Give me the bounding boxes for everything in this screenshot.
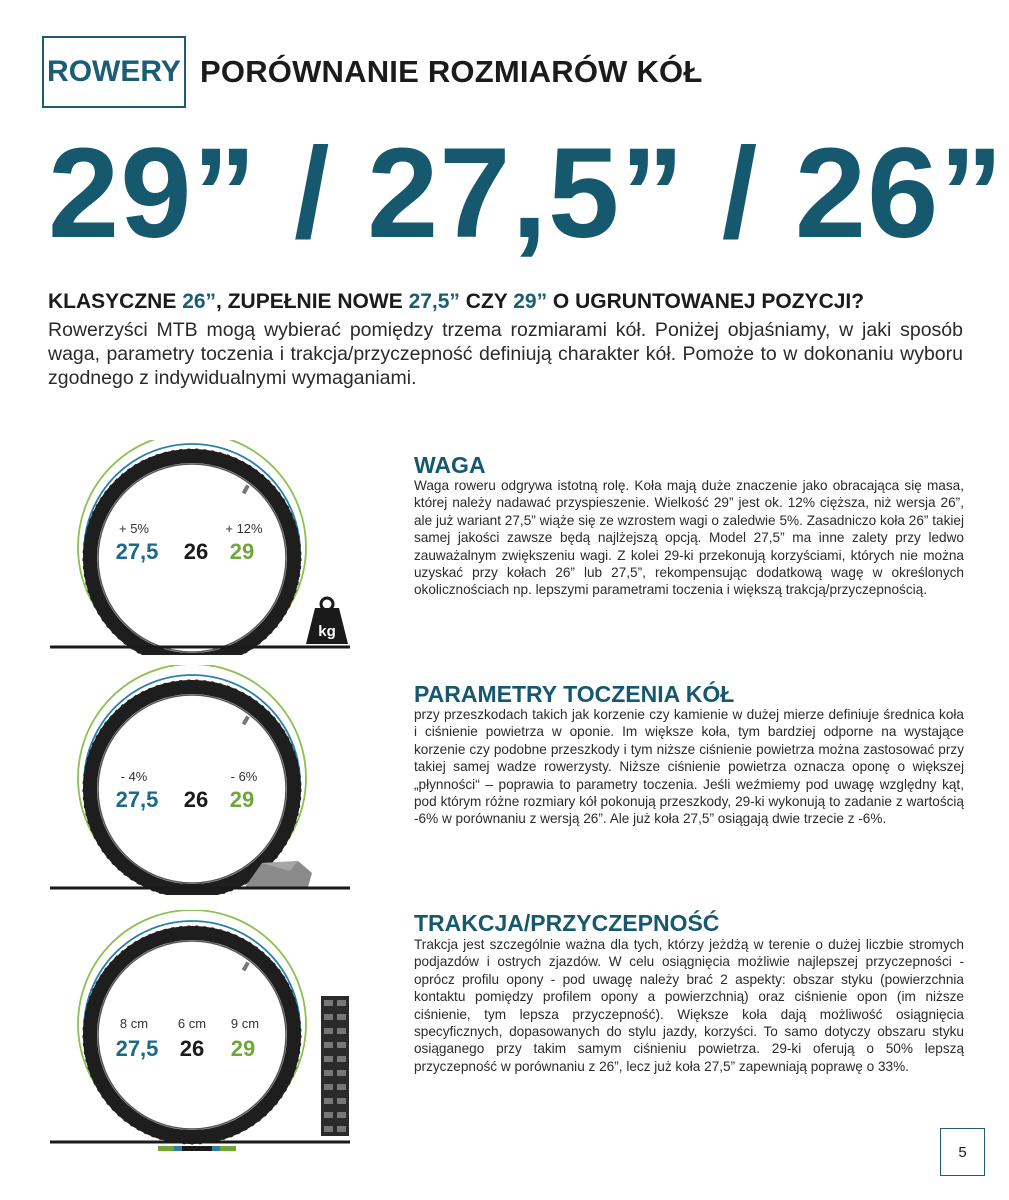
page-number-box [940, 1128, 985, 1176]
size-275: 27,5 [115, 1036, 159, 1061]
size-26: 26 [179, 1036, 205, 1061]
weight-wheel-illustration [40, 440, 380, 655]
wheel-rings [78, 665, 306, 895]
wheel-sizes-headline: 29” / 27,5” / 26” [48, 122, 1005, 265]
tire-tread-pattern-icon [321, 996, 349, 1136]
section-body-traction: Trakcja jest szczególnie ważna dla tych, którzy jeżdżą w terenie o dużej liczbie stromych podjazdów i ostrych zjazdów. W celu osiągnięcia możliwie najlepszej przyczepności - oprócz profilu opony - pod uwagę należy brać 2 aspekty: obszar styku (powierzchnia kontaktu pomiędzy profilem opony a powierzchnią) oraz ciśnienie opon (im niższe ciśnienie, tym lepsza przyczepność). Większe koła dają możliwość osiągnięcia specyficznych, dopasowanych do stylu jazdy, korzyści. To samo dotyczy obszaru styku osiąganego przy takim samym ciśnieniu powietrza. 29-ki oferują o 50% lepszą przyczepność w porównaniu z 26”, lecz już koła 27,5” zapewniają poprawę o 33%. [414, 937, 964, 1074]
weight-label-29: + 12% [225, 521, 263, 536]
valve [242, 716, 250, 726]
kg-label: kg [318, 623, 336, 640]
size-26: 26 [183, 539, 209, 564]
lead-heading [48, 290, 864, 314]
section-title-weight: WAGA [414, 452, 486, 478]
page-header-title: PORÓWNANIE ROZMIARÓW KÓŁ [200, 54, 703, 89]
lead-heading-29: 29” [513, 290, 548, 313]
size-275: 27,5 [115, 539, 159, 564]
intro-paragraph: Rowerzyści MTB mogą wybierać pomiędzy trzema rozmiarami kół. Poniżej objaśniamy, w jaki sposób waga, parametry toczenia i trakcja/przyczepność definiują charakter kół. Pomoże to w dokonaniu wyboru zgodnego z indywidualnymi wymaganiami. [48, 319, 963, 389]
lead-heading-part4: O UGRUNTOWANEJ POZYCJI? [547, 290, 865, 313]
traction-wheel-illustration [40, 910, 380, 1160]
tire [90, 933, 294, 1137]
size-275: 27,5 [115, 787, 159, 812]
size-29: 29 [230, 1036, 256, 1061]
contact-patch-indicator [158, 1146, 236, 1151]
brand-label: ROWERY [47, 55, 181, 88]
page-number: 5 [958, 1143, 967, 1161]
size-29: 29 [229, 539, 255, 564]
rim [98, 941, 286, 1129]
lead-heading-275: 27,5” [408, 290, 460, 313]
size-26: 26 [183, 787, 209, 812]
rolling-label-29: - 6% [230, 769, 258, 784]
lead-heading-26: 26” [182, 290, 217, 313]
traction-label-29: 9 cm [230, 1016, 260, 1031]
lead-heading-part1: KLASYCZNE [48, 290, 183, 313]
traction-label-275: 8 cm [119, 1016, 149, 1031]
rolling-label-275: - 4% [120, 769, 148, 784]
traction-label-26: 6 cm [177, 1016, 207, 1031]
lead-heading-part2: , ZUPEŁNIE NOWE [216, 290, 409, 313]
weight-label-275: + 5% [119, 521, 149, 536]
size-29: 29 [229, 787, 255, 812]
rolling-wheel-illustration [40, 665, 380, 895]
brand-box [42, 36, 186, 108]
section-title-traction: TRAKCJA/PRZYCZEPNOŚĆ [414, 910, 720, 936]
weight-kg-icon [306, 598, 348, 644]
section-title-rolling: PARAMETRY TOCZENIA KÓŁ [414, 681, 735, 707]
valve [242, 962, 250, 972]
lead-heading-part3: CZY [459, 290, 514, 313]
valve [242, 485, 250, 495]
section-body-rolling: przy przeszkodach takich jak korzenie czy kamienie w dużej mierze definiuje średnica koła i ciśnienie powietrza w oponie. Im większe koła, tym bardziej odporne na wystające korzenie czy podobne przeszkody i tym niższe ciśnienie powietrza można zastosować przy takiej samej wadze rowerzysty. Niższe ciśnienie powietrza oznacza oponę o większej „płynności“ – poprawia to parametry toczenia. Jeśli weźmiemy pod uwagę względny kąt, pod którym różne rozmiary kół pokonują przeszkody, 29-ki wykonują to zadanie z wartością -6% w porównaniu z wersją 26”. Ale już koła 27,5” osiągają dwie trzecie z -6%. [414, 707, 964, 827]
section-body-weight: Waga roweru odgrywa istotną rolę. Koła mają duże znaczenie jako obracająca się masa, której należy nadawać przyspieszenie. Wielkość 29” jest ok. 12% cięższa, niż wersja 26”, ale już wariant 27,5” wiąże się ze wzrostem wagi o zaledwie 5%. Zasadniczo koła 26” takiej samej jakości zawsze będą najlżejszą opcją. Model 27,5” ma inne zalety przy ledwo zauważalnym zwiększeniu wagi. Z kolei 29-ki przekonują korzyściami, których nie można uzyskać przy kołach 26” lub 27,5”, rekompensując dodatkową wagę w określonych okolicznościach np. lepszymi parametrami toczenia i większą trakcją/przyczepnością. [414, 478, 964, 598]
